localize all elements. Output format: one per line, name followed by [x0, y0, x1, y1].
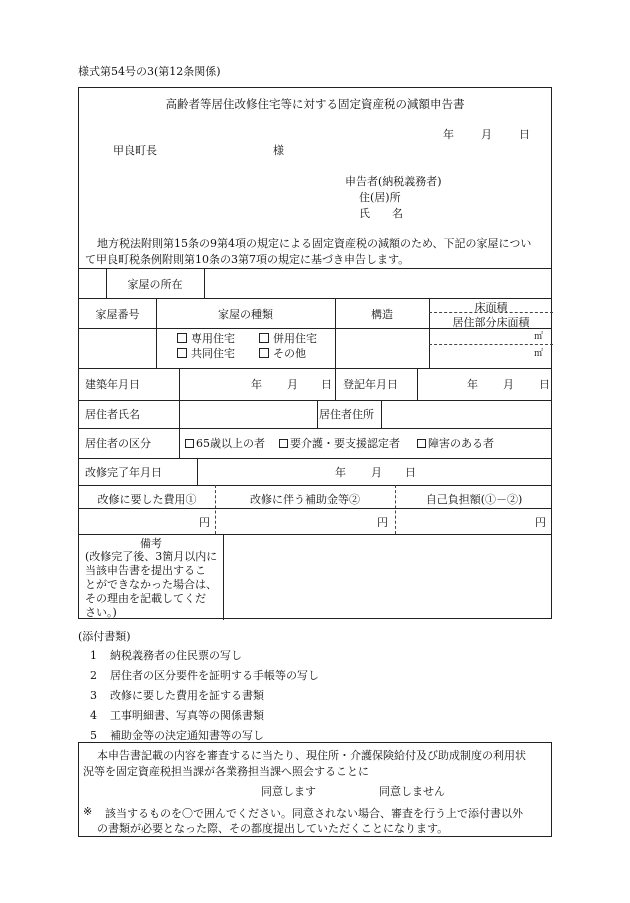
build-year: 年: [251, 378, 262, 391]
list-item: 3 改修に要した費用を証する書類: [90, 689, 264, 702]
self-burden-yen-unit: 円: [535, 516, 546, 529]
form-number-label: 様式第54号の3(第12条関係): [78, 65, 221, 78]
floor-area-label: 床面積: [474, 301, 508, 314]
list-item: 4 工事明細書、写真等の関係書類: [90, 709, 264, 722]
remarks-line-1: (改修完了後、3箇月以内に: [85, 550, 218, 563]
build-date-label: 建築年月日: [85, 378, 140, 391]
intro-line-1: 地方税法附則第15条の9第4項の規定による固定資産税の減額のため、下記の家屋につい: [97, 237, 532, 250]
type-option-other[interactable]: その他: [259, 345, 306, 361]
subsidy-yen-unit: 円: [377, 516, 388, 529]
declaration-form: [78, 87, 552, 619]
date-day-label: 日: [519, 128, 530, 141]
date-month-label: 月: [481, 128, 492, 141]
subsidy-label: 改修に伴う補助金等②: [250, 493, 360, 506]
applicant-address-label: 住(居)所: [359, 191, 401, 204]
applicant-label: 申告者(納税義務者): [345, 175, 442, 188]
completion-month: 月: [371, 466, 382, 479]
consent-disagree-option[interactable]: 同意しません: [379, 785, 445, 798]
attachments-title: (添付書類): [78, 630, 131, 643]
checkbox-icon[interactable]: [259, 348, 269, 358]
residential-area-label: 居住部分床面積: [452, 316, 530, 329]
form-title: 高齢者等居住改修住宅等に対する固定資産税の減額申告書: [165, 97, 465, 111]
type-option-combined[interactable]: 併用住宅: [259, 330, 317, 346]
remarks-line-3: とができなかった場合は、: [85, 578, 217, 591]
attachments-list: [90, 646, 319, 746]
remarks-line-4: その理由を記載してくだ: [85, 592, 206, 605]
list-item: 5 補助金等の決定通知書等の写し: [90, 729, 264, 742]
house-number-label: 家屋番号: [95, 308, 140, 321]
addressee-honorific: 様: [273, 144, 284, 157]
remarks-line-2: 当該申告書を提出するこ: [85, 564, 206, 577]
checkbox-icon[interactable]: [279, 439, 288, 448]
floor-area-unit: ㎡: [534, 332, 544, 342]
type-option-shared[interactable]: 共同住宅: [177, 345, 235, 361]
completion-day: 日: [405, 466, 416, 479]
reg-month: 月: [503, 378, 514, 391]
checkbox-icon[interactable]: [177, 348, 187, 358]
type-option-exclusive[interactable]: 専用住宅: [177, 330, 235, 346]
consent-agree-option[interactable]: 同意します: [261, 785, 316, 798]
remarks-title: 備考: [140, 537, 162, 550]
intro-line-2: て甲良町税条例附則第10条の3第7項の規定に基づき申告します。: [85, 253, 410, 266]
applicant-name-label: 氏 名: [359, 207, 403, 220]
category-option-care[interactable]: 要介護・要支援認定者: [279, 435, 400, 451]
completion-year: 年: [335, 466, 346, 479]
structure-label: 構造: [371, 308, 393, 321]
consent-line-2: 況等を固定資産税担当課が各業務担当課へ照会することに: [83, 765, 369, 778]
addressee-name: 甲良町長: [113, 144, 157, 157]
category-option-disability[interactable]: 障害のある者: [417, 435, 494, 451]
location-label: 家屋の所在: [127, 278, 183, 291]
list-item: 1 納税義務者の住民票の写し: [90, 649, 242, 662]
cost-yen-unit: 円: [199, 516, 210, 529]
build-day: 日: [321, 378, 332, 391]
list-item: 2 居住者の区分要件を証明する手帳等の写し: [90, 669, 319, 682]
registration-date-label: 登記年月日: [343, 378, 398, 391]
residential-area-unit: ㎡: [534, 349, 544, 359]
checkbox-icon[interactable]: [177, 333, 187, 343]
note-mark: ※: [83, 805, 93, 818]
resident-category-label: 居住者の区分: [85, 437, 151, 450]
checkbox-icon[interactable]: [185, 439, 194, 448]
checkbox-icon[interactable]: [417, 439, 426, 448]
completion-date-label: 改修完了年月日: [85, 466, 162, 479]
note-line-1: 該当するものを〇で囲んでください。同意されない場合、審査を行う上で添付書以外: [105, 807, 523, 820]
reg-year: 年: [467, 378, 478, 391]
note-line-2: の書類が必要となった際、その都度提出していただくことになります。: [97, 822, 449, 835]
date-year-label: 年: [443, 128, 454, 141]
remarks-line-5: さい。): [85, 606, 117, 619]
house-type-label: 家屋の種類: [218, 308, 273, 321]
renovation-cost-label: 改修に要した費用①: [97, 493, 197, 506]
reg-day: 日: [539, 378, 550, 391]
consent-notice-box: [78, 742, 552, 837]
consent-line-1: 本申告書記載の内容を審査するに当たり、現住所・介護保険給付及び助成制度の利用状: [97, 749, 526, 762]
resident-name-label: 居住者氏名: [85, 408, 140, 421]
build-month: 月: [287, 378, 298, 391]
checkbox-icon[interactable]: [259, 333, 269, 343]
resident-address-label: 居住者住所: [319, 408, 374, 421]
category-option-elderly[interactable]: 65歳以上の者: [185, 435, 265, 451]
self-burden-label: 自己負担額(①－②): [425, 493, 523, 506]
